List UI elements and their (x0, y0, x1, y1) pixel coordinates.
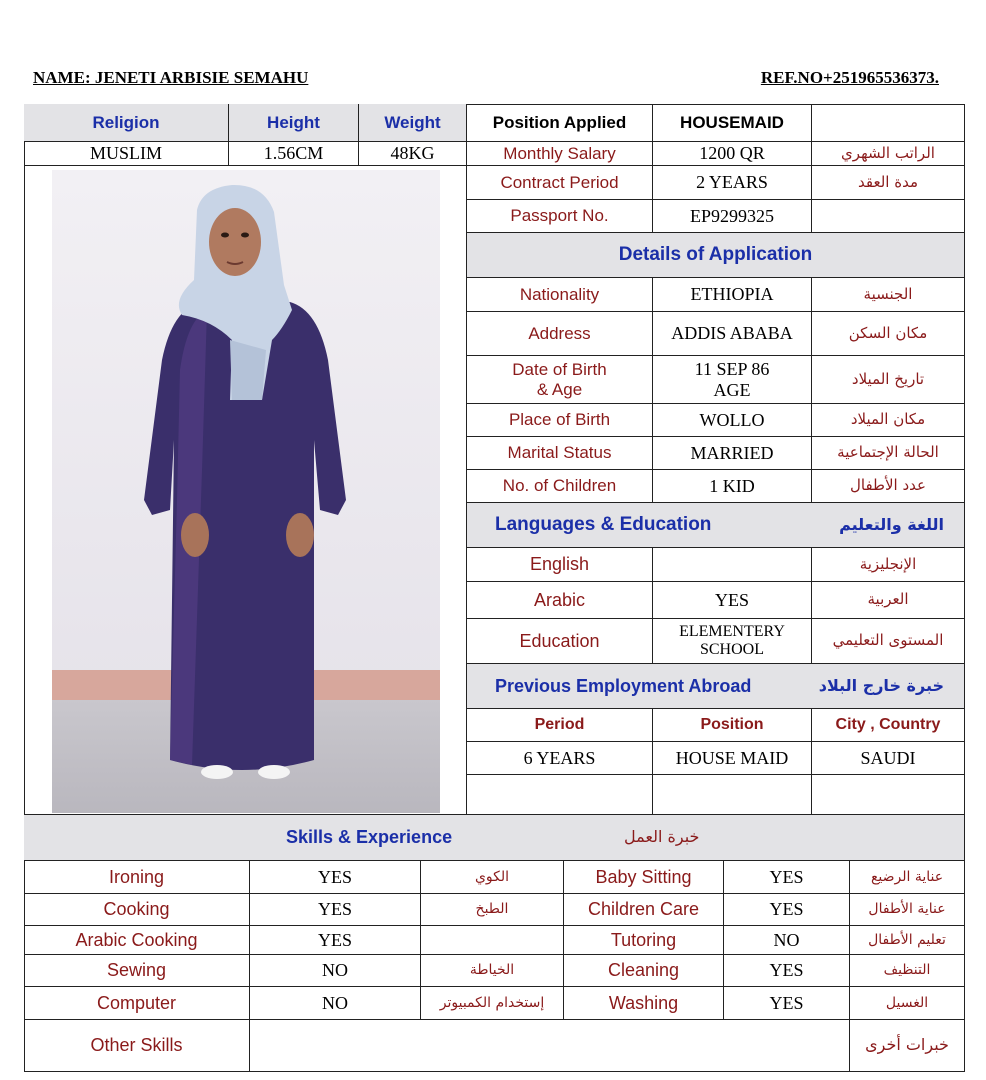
employment-period-value: 6 YEARS (467, 742, 653, 775)
place-of-birth-value: WOLLO (653, 404, 812, 437)
languages-title-arabic: اللغة والتعليم (839, 514, 944, 534)
employment-country-header: City , Country (812, 709, 965, 742)
nationality-label: Nationality (467, 278, 653, 312)
children-value: 1 KID (653, 470, 812, 503)
languages-title: Languages & Education (495, 514, 712, 536)
employment-country-value: SAUDI (812, 742, 965, 775)
skill-right-arabic: التنظيف (850, 955, 965, 987)
skill-left-value: YES (250, 861, 421, 894)
skill-left-value: YES (250, 894, 421, 926)
employment-title-arabic: خبرة خارج البلاد (818, 675, 944, 695)
skill-right-arabic: الغسيل (850, 987, 965, 1020)
applicant-name: NAME: JENETI ARBISIE SEMAHU (33, 68, 309, 87)
skill-left-label: Arabic Cooking (24, 926, 250, 955)
children-label: No. of Children (467, 470, 653, 503)
skill-left-value: NO (250, 955, 421, 987)
applicant-photo (52, 170, 440, 813)
address-label: Address (467, 312, 653, 356)
weight-value: 48KG (359, 142, 467, 166)
skill-right-value: YES (724, 894, 850, 926)
languages-header (467, 503, 965, 548)
address-value: ADDIS ABABA (653, 312, 812, 356)
english-value (653, 548, 812, 582)
skills-title-arabic: خبرة العمل (624, 827, 700, 847)
other-skills-value (250, 1020, 850, 1072)
arabic-label: Arabic (467, 582, 653, 619)
contract-period-label: Contract Period (467, 166, 653, 200)
dob-arabic: تاريخ الميلاد (812, 356, 965, 404)
contract-period-arabic: مدة العقد (812, 166, 965, 200)
weight-header: Weight (359, 104, 467, 142)
reference-number: REF.NO+251965536373. (760, 68, 939, 87)
skill-right-arabic: تعليم الأطفال (850, 926, 965, 955)
skill-right-value: YES (724, 861, 850, 894)
religion-header: Religion (24, 104, 229, 142)
monthly-salary-value: 1200 QR (653, 142, 812, 166)
marital-status-label: Marital Status (467, 437, 653, 470)
position-applied-empty (812, 104, 965, 142)
english-arabic: الإنجليزية (812, 548, 965, 582)
skills-header (24, 815, 965, 861)
employment-title: Previous Employment Abroad (495, 675, 752, 696)
skills-title: Skills & Experience (286, 827, 453, 848)
monthly-salary-arabic: الراتب الشهري (812, 142, 965, 166)
dob-value: 11 SEP 86 AGE (653, 356, 812, 404)
skill-right-label: Baby Sitting (564, 861, 724, 894)
details-header: Details of Application (467, 233, 965, 278)
skill-right-value: NO (724, 926, 850, 955)
employment-empty-2 (653, 775, 812, 815)
place-of-birth-arabic: مكان الميلاد (812, 404, 965, 437)
skill-right-value: YES (724, 955, 850, 987)
skill-right-label: Children Care (564, 894, 724, 926)
employment-header (467, 664, 965, 709)
skill-left-label: Ironing (24, 861, 250, 894)
employment-position-value: HOUSE MAID (653, 742, 812, 775)
english-label: English (467, 548, 653, 582)
other-skills-label: Other Skills (24, 1020, 250, 1072)
passport-value: EP9299325 (653, 200, 812, 233)
skill-right-label: Tutoring (564, 926, 724, 955)
skill-left-label: Computer (24, 987, 250, 1020)
dob-label: Date of Birth & Age (467, 356, 653, 404)
employment-empty-3 (812, 775, 965, 815)
education-label: Education (467, 619, 653, 664)
employment-empty-1 (467, 775, 653, 815)
skill-right-arabic: عناية الأطفال (850, 894, 965, 926)
skill-left-value: NO (250, 987, 421, 1020)
other-skills-arabic: خبرات أخرى (850, 1020, 965, 1072)
marital-status-arabic: الحالة الإجتماعية (812, 437, 965, 470)
height-value: 1.56CM (229, 142, 359, 166)
skill-left-arabic: الطبخ (421, 894, 564, 926)
passport-label: Passport No. (467, 200, 653, 233)
monthly-salary-label: Monthly Salary (467, 142, 653, 166)
skill-left-arabic: إستخدام الكمبيوتر (421, 987, 564, 1020)
arabic-arabic: العربية (812, 582, 965, 619)
place-of-birth-label: Place of Birth (467, 404, 653, 437)
skill-left-arabic: الكوي (421, 861, 564, 894)
skill-right-arabic: عناية الرضيع (850, 861, 965, 894)
skill-left-arabic: الخياطة (421, 955, 564, 987)
skill-right-value: YES (724, 987, 850, 1020)
employment-position-header: Position (653, 709, 812, 742)
nationality-value: ETHIOPIA (653, 278, 812, 312)
skill-left-value: YES (250, 926, 421, 955)
contract-period-value: 2 YEARS (653, 166, 812, 200)
position-applied-value: HOUSEMAID (653, 104, 812, 142)
arabic-value: YES (653, 582, 812, 619)
skill-right-label: Cleaning (564, 955, 724, 987)
nationality-arabic: الجنسية (812, 278, 965, 312)
employment-period-header: Period (467, 709, 653, 742)
education-arabic: المستوى التعليمي (812, 619, 965, 664)
children-arabic: عدد الأطفال (812, 470, 965, 503)
skill-left-label: Cooking (24, 894, 250, 926)
skill-left-arabic (421, 926, 564, 955)
marital-status-value: MARRIED (653, 437, 812, 470)
height-header: Height (229, 104, 359, 142)
position-applied-label: Position Applied (467, 104, 653, 142)
religion-value: MUSLIM (24, 142, 229, 166)
skill-right-label: Washing (564, 987, 724, 1020)
skill-left-label: Sewing (24, 955, 250, 987)
passport-arabic (812, 200, 965, 233)
education-value: ELEMENTERY SCHOOL (653, 619, 812, 664)
address-arabic: مكان السكن (812, 312, 965, 356)
